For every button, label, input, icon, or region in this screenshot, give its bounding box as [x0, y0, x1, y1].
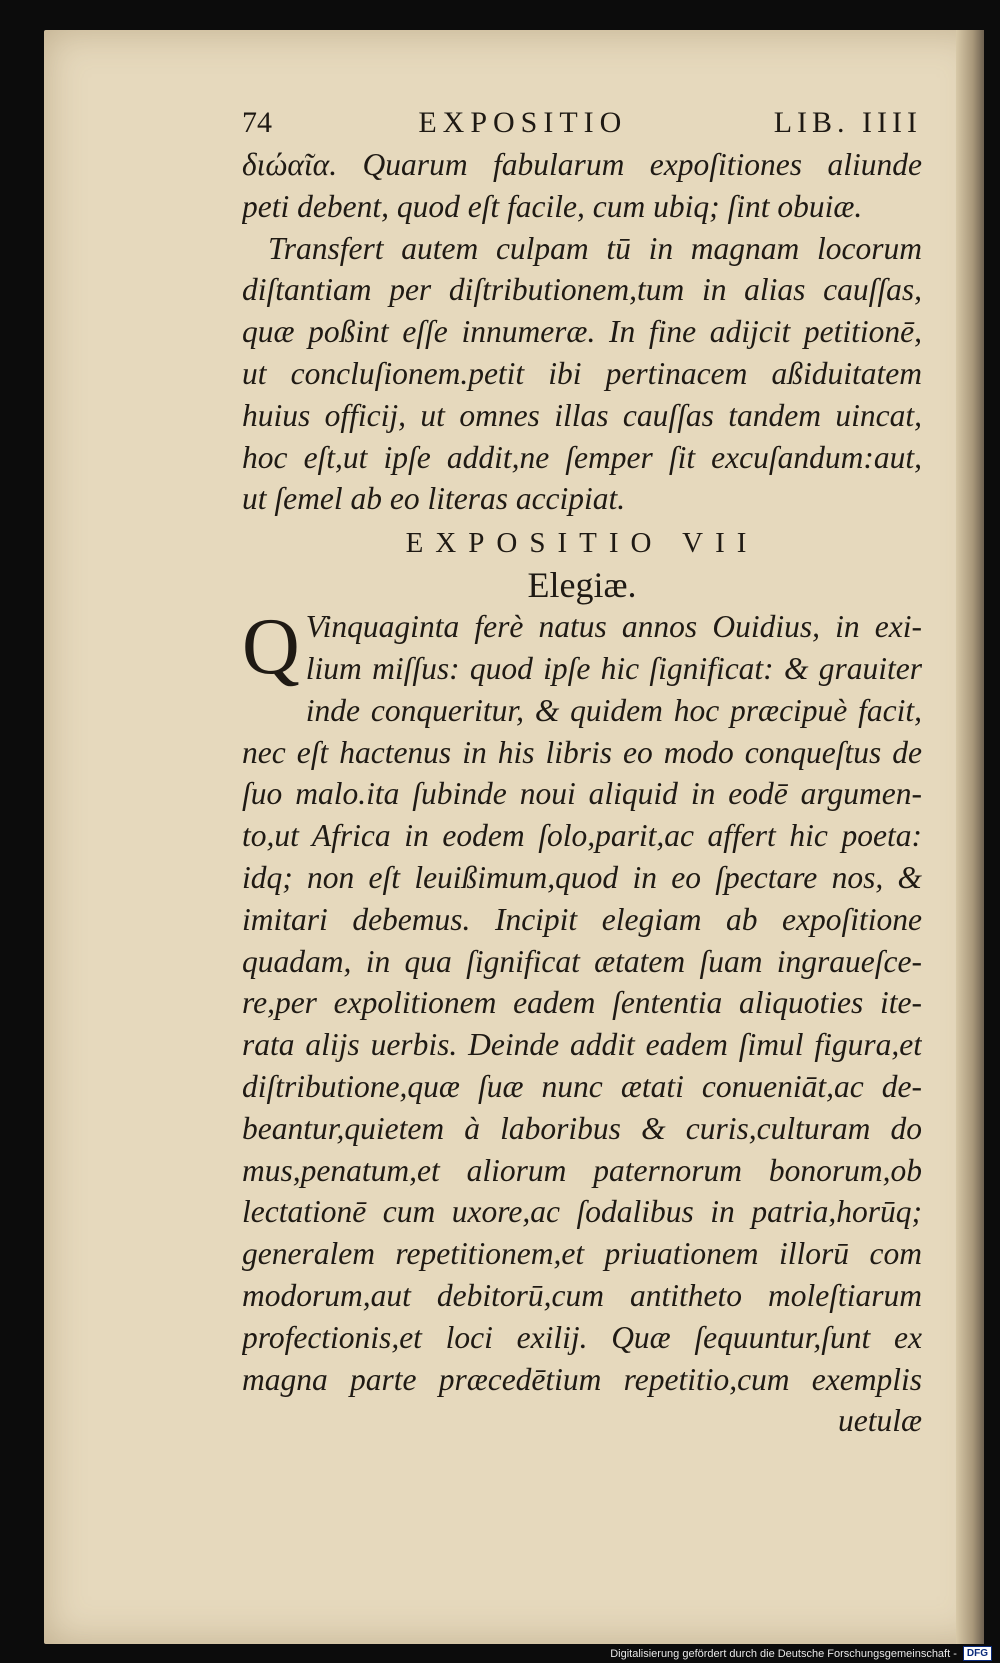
text-line: huius officij, ut omnes illas cauſſas tandem uincat, [242, 397, 922, 433]
text-line: quadam, in qua ſignificat ætatem ſuam ingraueſce- [242, 943, 922, 979]
paragraph-3 [242, 603, 922, 1400]
book-page [44, 30, 984, 1644]
running-book: LIB. IIII [773, 106, 922, 139]
text-line: ut concluſionem.petit ibi pertinacem aßiduitatem [242, 355, 922, 391]
text-line: imitari debemus. Incipit elegiam ab expoſitione [242, 901, 922, 937]
page-number: 74 [242, 106, 272, 139]
text-line: inde conqueritur, & quidem hoc præcipuè facit, [305, 692, 922, 728]
text-line: diſtantiam per diſtributionem,tum in alias cauſſas, [242, 272, 922, 308]
text-line: beantur,quietem à laboribus & curis,culturam do [242, 1110, 922, 1146]
section-heading: EXPOSITIO VII [405, 527, 759, 560]
text-line: lectationē cum uxore,ac ſodalibus in patria,horūq; [242, 1194, 922, 1230]
text-line: idq; non eſt leuißimum,quod in eo ſpectare nos, & [242, 859, 922, 895]
text-line: magna parte præcedētium repetitio,cum exemplis [242, 1361, 922, 1397]
text-line: Transfert autem culpam tū in magnam locorum [268, 230, 922, 266]
text-line: diſtributione,quæ ſuæ nunc ætati conueniāt,ac de- [242, 1068, 922, 1104]
page-text [242, 102, 922, 1442]
text-line: peti debent, quod eſt facile, cum ubiq; ſint obuiæ. [242, 188, 863, 224]
text-line: ſuo malo.ita ſubinde noui aliquid in eodē argumen- [242, 776, 922, 812]
running-title: EXPOSITIO [418, 106, 628, 139]
page-edge [956, 30, 984, 1644]
text-line: re,per expolitionem eadem ſententia aliquoties ite- [242, 985, 922, 1021]
text-line: ut ſemel ab eo literas accipiat. [242, 481, 626, 517]
text-line: Vinquaginta ferè natus annos Ouidius, in exi- [305, 609, 922, 645]
credit-text: Digitalisierung gefördert durch die Deutsche Forschungsgemeinschaft - [610, 1647, 957, 1660]
paragraph-1 [242, 144, 922, 228]
text-line: lium miſſus: quod ipſe hic ſignificat: & grauiter [305, 650, 922, 686]
running-head [242, 102, 922, 144]
paragraph-2 [242, 228, 922, 521]
catchword: uetulæ [838, 1403, 922, 1439]
text-line: διώαῖα. Quarum fabularum expoſitiones aliunde [242, 147, 922, 182]
text-line: generalem repetitionem,et priuationem illorū com [242, 1236, 922, 1272]
text-line: mus,penatum,et aliorum paternorum bonorum,ob [242, 1152, 922, 1188]
text-line: modorum,aut debitorū,cum antitheto moleſtiarum [242, 1277, 922, 1313]
text-line: profectionis,et loci exilij. Quæ ſequuntur,ſunt ex [242, 1319, 922, 1355]
drop-cap: Q [242, 603, 300, 692]
text-line: quæ poßint eſſe innumeræ. In fine adijcit petitionē, [242, 314, 922, 350]
digitization-credit [610, 1646, 992, 1661]
dfg-logo[interactable]: DFG [963, 1646, 992, 1661]
text-line: hoc eſt,ut ipſe addit,ne ſemper ſit excuſandum:aut, [242, 439, 922, 475]
text-line: rata alijs uerbis. Deinde addit eadem ſimul figura,et [242, 1027, 922, 1063]
text-line: nec eſt hactenus in his libris eo modo conqueſtus de [242, 734, 922, 770]
text-line: to,ut Africa in eodem ſolo,parit,ac affert hic poeta: [242, 818, 922, 854]
section-subheading: Elegiæ. [527, 565, 637, 606]
